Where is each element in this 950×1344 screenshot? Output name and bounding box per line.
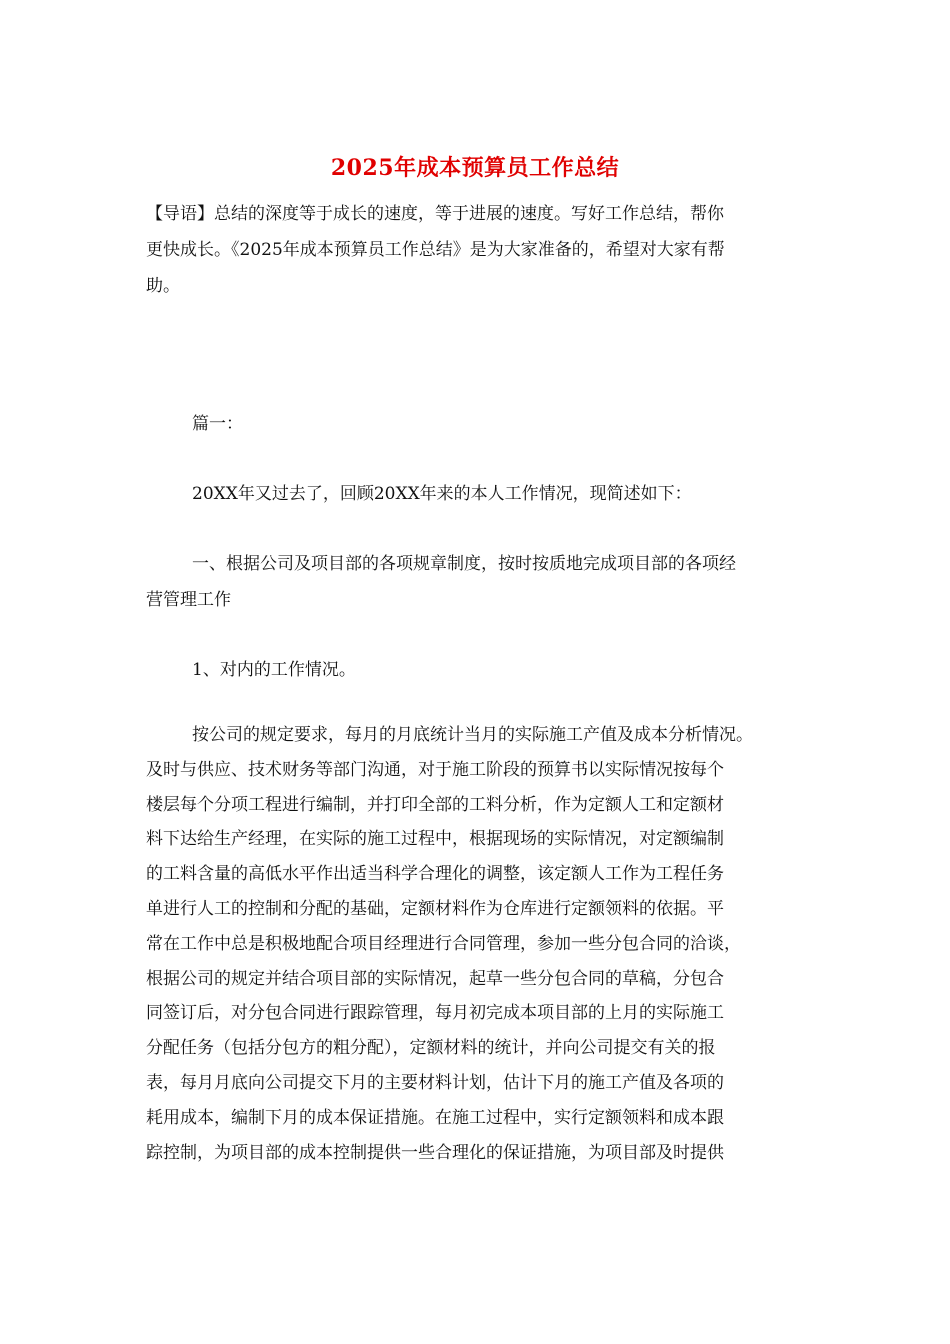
body-line: 踪控制，为项目部的成本控制提供一些合理化的保证措施，为项目部及时提供 [146, 1142, 724, 1163]
document-title: 2025年成本预算员工作总结 [330, 155, 620, 181]
subheading-one: 1、对内的工作情况。 [192, 660, 356, 680]
intro-line: 更快成长。《2025年成本预算员工作总结》是为大家准备的，希望对大家有帮 [146, 240, 725, 260]
body-line: 单进行人工的控制和分配的基础，定额材料作为仓库进行定额领料的依据。平 [146, 898, 724, 919]
body-line: 分配任务（包括分包方的粗分配），定额材料的统计，并向公司提交有关的报 [146, 1038, 716, 1059]
section-label: 篇一： [192, 414, 243, 434]
heading-one-line-1: 一、根据公司及项目部的各项规章制度，按时按质地完成项目部的各项经 [192, 554, 736, 574]
intro-paragraph [146, 196, 814, 304]
opening-paragraph: 20XX年又过去了，回顾20XX年来的本人工作情况，现简述如下： [192, 484, 692, 504]
body-line: 耗用成本，编制下月的成本保证措施。在施工过程中，实行定额领料和成本跟 [146, 1107, 724, 1128]
body-line: 同签订后，对分包合同进行跟踪管理，每月初完成本项目部的上月的实际施工 [146, 1003, 724, 1024]
body-paragraph [146, 718, 826, 1170]
body-line: 根据公司的规定并结合项目部的实际情况，起草一些分包合同的草稿，分包合 [146, 968, 724, 989]
body-line: 料下达给生产经理，在实际的施工过程中，根据现场的实际情况，对定额编制 [146, 829, 724, 850]
intro-line: 助。 [146, 276, 180, 296]
body-line: 常在工作中总是积极地配合项目经理进行合同管理，参加一些分包合同的洽谈， [146, 933, 741, 954]
heading-one-line-2: 营管理工作 [146, 590, 231, 610]
body-line: 按公司的规定要求，每月的月底统计当月的实际施工产值及成本分析情况。 [192, 725, 753, 745]
body-line: 楼层每个分项工程进行编制，并打印全部的工料分析，作为定额人工和定额材 [146, 794, 724, 815]
body-line: 及时与供应、技术财务等部门沟通，对于施工阶段的预算书以实际情况按每个 [146, 759, 724, 780]
intro-line: 【导语】总结的深度等于成长的速度，等于进展的速度。写好工作总结，帮你 [146, 204, 724, 224]
body-line: 表，每月月底向公司提交下月的主要材料计划，估计下月的施工产值及各项的 [146, 1072, 724, 1093]
body-line: 的工料含量的高低水平作出适当科学合理化的调整，该定额人工作为工程任务 [146, 864, 724, 885]
